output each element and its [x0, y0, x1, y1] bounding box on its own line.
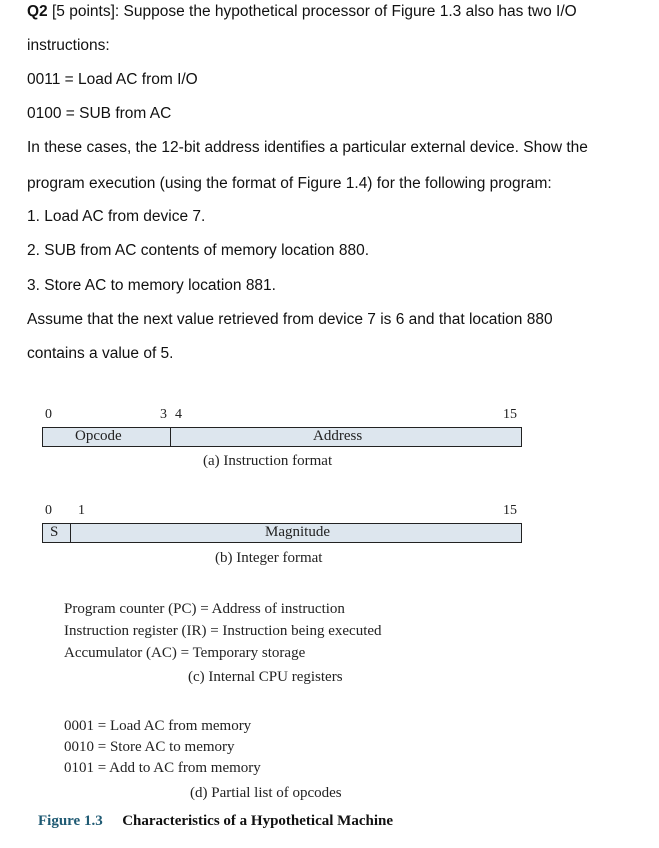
- question-heading: [27, 3, 577, 21]
- question-intro-line-2: instructions:: [27, 37, 110, 54]
- int-bit-1: 1: [78, 503, 85, 518]
- description-line-2: program execution (using the format of Figure 1.4) for the following program:: [27, 175, 552, 192]
- io-instruction-1: 0011 = Load AC from I/O: [27, 71, 198, 88]
- instr-bit-4: 4: [175, 407, 182, 422]
- opcode-store: 0010 = Store AC to memory: [64, 739, 235, 755]
- program-step-1: 1. Load AC from device 7.: [27, 208, 206, 225]
- magnitude-field-label: Magnitude: [265, 524, 330, 540]
- opcode-load: 0001 = Load AC from memory: [64, 718, 252, 734]
- register-ir: Instruction register (IR) = Instruction being executed: [64, 623, 382, 639]
- program-step-3: 3. Store AC to memory location 881.: [27, 277, 276, 294]
- sign-field-divider: [70, 523, 71, 543]
- figure-caption-title: Characteristics of a Hypothetical Machine: [122, 813, 393, 829]
- registers-caption: (c) Internal CPU registers: [188, 669, 343, 685]
- assumption-line-2: contains a value of 5.: [27, 345, 174, 362]
- instr-bit-15: 15: [503, 407, 517, 422]
- int-bit-15: 15: [503, 503, 517, 518]
- instruction-field-divider: [170, 427, 171, 447]
- io-instruction-2: 0100 = SUB from AC: [27, 105, 172, 122]
- description-line-1: In these cases, the 12-bit address identifies a particular external device. Show the: [27, 139, 588, 156]
- program-step-2: 2. SUB from AC contents of memory location 880.: [27, 242, 370, 259]
- address-field-label: Address: [313, 428, 363, 444]
- question-points: [5 points]: [52, 3, 115, 20]
- instruction-format-caption: (a) Instruction format: [203, 453, 333, 469]
- register-ac: Accumulator (AC) = Temporary storage: [64, 645, 306, 661]
- assumption-line-1: Assume that the next value retrieved from device 7 is 6 and that location 880: [27, 311, 553, 328]
- figure-caption: [38, 813, 393, 830]
- opcodes-caption: (d) Partial list of opcodes: [190, 785, 342, 801]
- int-bit-0: 0: [45, 503, 52, 518]
- integer-format-caption: (b) Integer format: [215, 550, 323, 566]
- instr-bit-3: 3: [160, 407, 167, 422]
- opcode-field-label: Opcode: [75, 428, 122, 444]
- register-pc: Program counter (PC) = Address of instruction: [64, 601, 345, 617]
- question-intro-line-1: : Suppose the hypothetical processor of Figure 1.3 also has two I/O: [114, 3, 577, 20]
- instr-bit-0: 0: [45, 407, 52, 422]
- figure-caption-label: Figure 1.3: [38, 813, 103, 829]
- question-label: Q2: [27, 3, 48, 20]
- opcode-add: 0101 = Add to AC from memory: [64, 760, 261, 776]
- sign-field-label: S: [50, 524, 59, 540]
